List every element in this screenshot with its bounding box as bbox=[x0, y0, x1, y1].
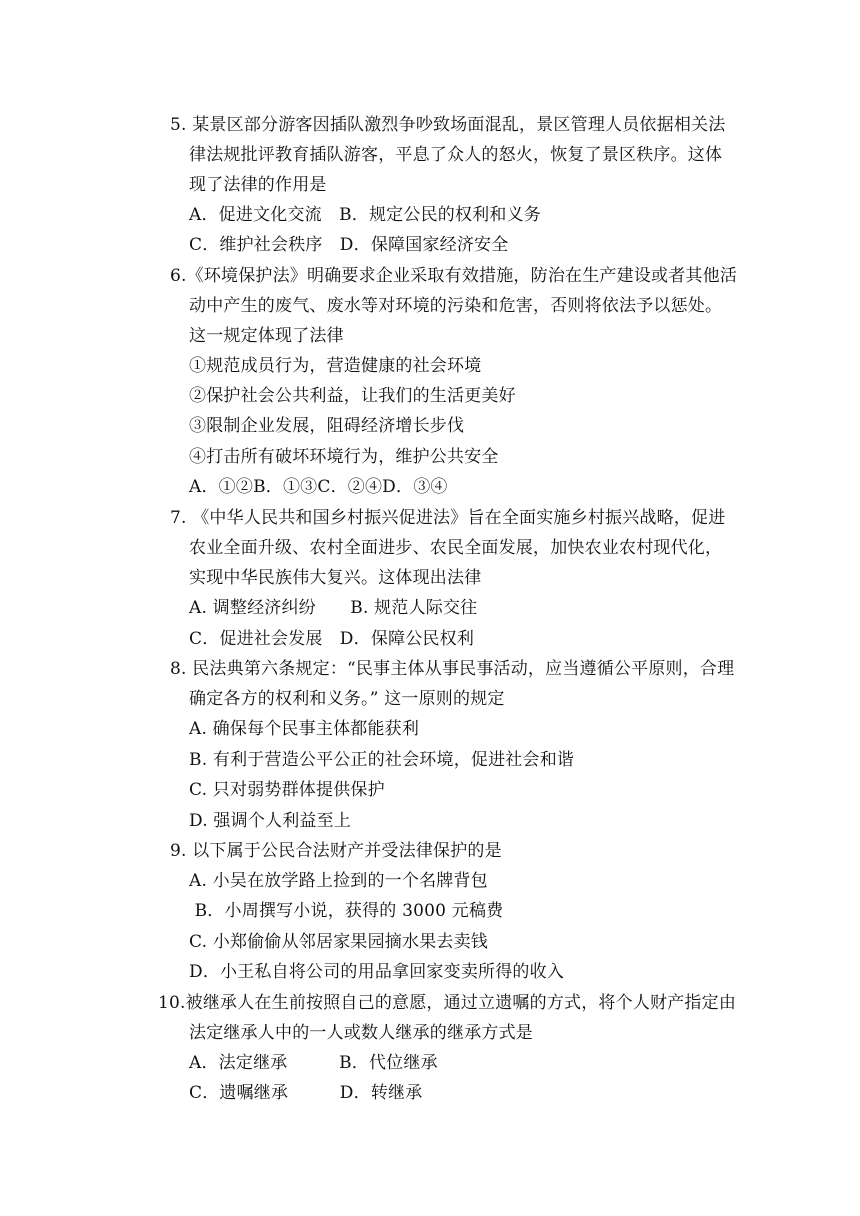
answer-option: A. 确保每个民事主体都能获利 bbox=[189, 719, 420, 739]
question-stem-line: 法定继承人中的一人或数人继承的继承方式是 bbox=[189, 1023, 533, 1043]
answer-option: D．小王私自将公司的用品拿回家变卖所得的收入 bbox=[189, 962, 565, 982]
question-stem-line: 动中产生的废气、废水等对环境的污染和危害，否则将依法予以惩处。 bbox=[189, 296, 723, 316]
question-stem-line: 确定各方的权利和义务。” 这一原则的规定 bbox=[189, 689, 505, 709]
question-stem-line: 9. 以下属于公民合法财产并受法律保护的是 bbox=[170, 841, 502, 861]
statement-option: ①规范成员行为，营造健康的社会环境 bbox=[189, 356, 482, 376]
answer-option: C. 只对弱势群体提供保护 bbox=[189, 780, 385, 800]
answer-option: A. 调整经济纠纷 B. 规范人际交往 bbox=[189, 598, 478, 618]
answer-option: A．法定继承 B．代位继承 bbox=[189, 1053, 438, 1073]
question-stem-line: 现了法律的作用是 bbox=[189, 175, 327, 195]
question-stem-line: 农业全面升级、农村全面进步、农民全面发展，加快农业农村现代化， bbox=[189, 538, 723, 558]
question-stem-line: 6.《环境保护法》明确要求企业采取有效措施，防治在生产建设或者其他活 bbox=[170, 266, 738, 286]
question-stem-line: 10.被继承人在生前按照自己的意愿，通过立遗嘱的方式，将个人财产指定由 bbox=[158, 993, 737, 1013]
answer-option: C．维护社会秩序 D．保障国家经济安全 bbox=[189, 235, 509, 255]
question-stem-line: 8. 民法典第六条规定：“民事主体从事民事活动，应当遵循公平原则，合理 bbox=[170, 659, 735, 679]
answer-option: A. 小吴在放学路上捡到的一个名牌背包 bbox=[189, 871, 488, 891]
question-stem-line: 实现中华民族伟大复兴。这体现出法律 bbox=[189, 568, 482, 588]
answer-option: A．①②B．①③C．②④D．③④ bbox=[189, 477, 448, 497]
question-stem-line: 7. 《中华人民共和国乡村振兴促进法》旨在全面实施乡村振兴战略，促进 bbox=[170, 508, 726, 528]
statement-option: ④打击所有破坏环境行为，维护公共安全 bbox=[189, 447, 499, 467]
answer-option: B．小周撰写小说，获得的 3000 元稿费 bbox=[189, 901, 504, 921]
answer-option: C. 小郑偷偷从邻居家果园摘水果去卖钱 bbox=[189, 932, 489, 952]
question-stem-line: 律法规批评教育插队游客，平息了众人的怒火，恢复了景区秩序。这体 bbox=[189, 145, 723, 165]
answer-option: C．遗嘱继承 D．转继承 bbox=[189, 1083, 423, 1103]
statement-option: ②保护社会公共利益，让我们的生活更美好 bbox=[189, 386, 516, 406]
answer-option: A．促进文化交流 B．规定公民的权利和义务 bbox=[189, 205, 541, 225]
question-stem-line: 这一规定体现了法律 bbox=[189, 326, 344, 346]
statement-option: ③限制企业发展，阻碍经济增长步伐 bbox=[189, 416, 465, 436]
question-stem-line: 5. 某景区部分游客因插队激烈争吵致场面混乱，景区管理人员依据相关法 bbox=[170, 115, 726, 135]
answer-option: D. 强调个人利益至上 bbox=[189, 811, 352, 831]
answer-option: B. 有利于营造公平公正的社会环境，促进社会和谐 bbox=[189, 750, 575, 770]
answer-option: C．促进社会发展 D．保障公民权利 bbox=[189, 629, 475, 649]
